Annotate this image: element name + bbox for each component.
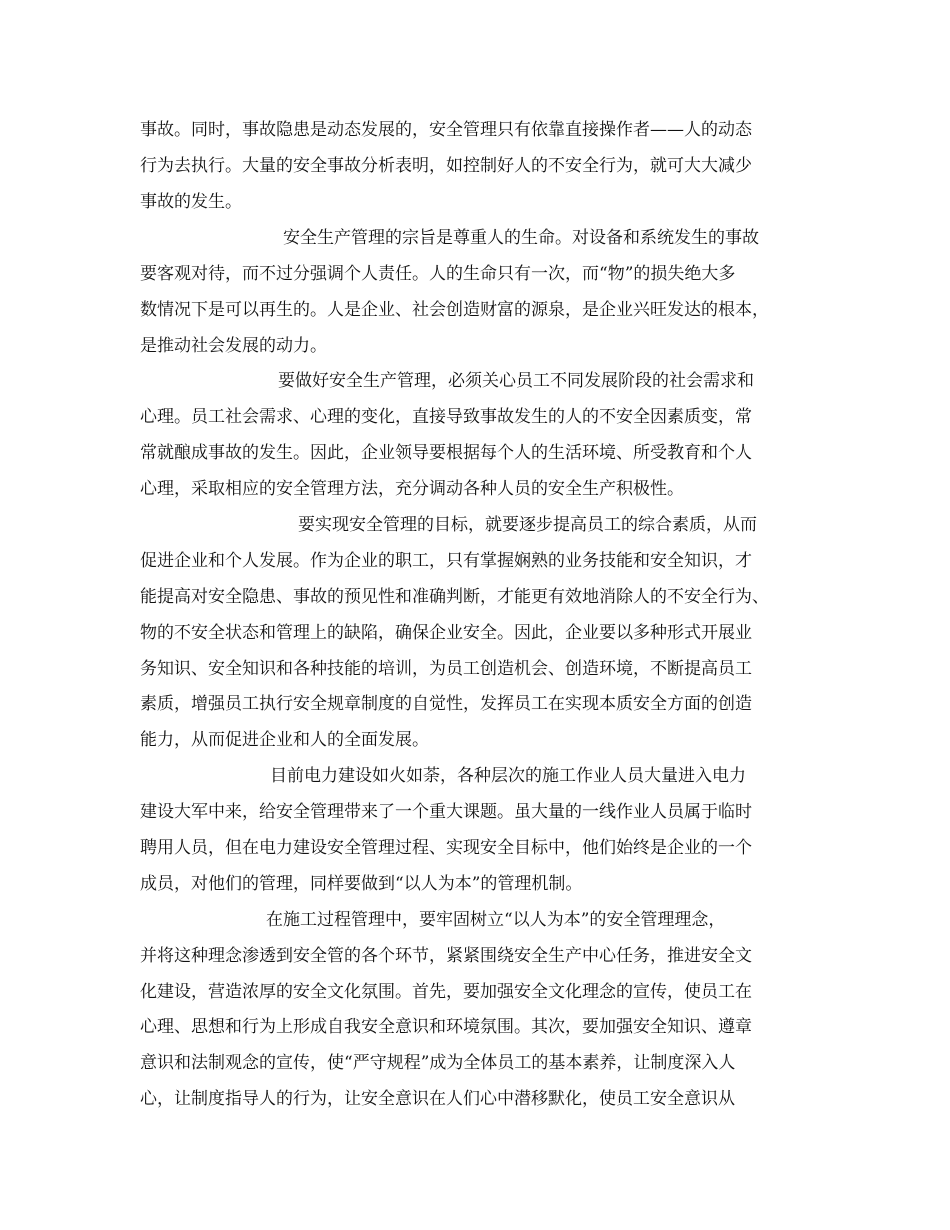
text-line: 心，让制度指导人的行为，让安全意识在人们心中潜移默化，使员工安全意识从	[140, 1089, 735, 1109]
text-line: 数情况下是可以再生的。人是企业、社会创造财富的源泉，是企业兴旺发达的根本，	[140, 300, 769, 320]
text-line: 要客观对待，而不过分强调个人责任。人的生命只有一次，而“物”的损失绝大多	[140, 264, 736, 284]
text-line: 心理，采取相应的安全管理方法，充分调动各种人员的安全生产积极性。	[140, 479, 684, 499]
text-line: 能力，从而促进企业和人的全面发展。	[140, 730, 429, 750]
text-line: 常就酿成事故的发生。因此，企业领导要根据每个人的生活环境、所受教育和个人	[140, 443, 752, 463]
text-line: 务知识、安全知识和各种技能的培训，为员工创造机会、创造环境，不断提高员工	[140, 659, 752, 679]
paragraph-first-line: 安全生产管理的宗旨是尊重人的生命。对设备和系统发生的事故	[283, 228, 759, 248]
text-line: 成员，对他们的管理，同样要做到“以人为本”的管理机制。	[140, 874, 583, 894]
text-line: 心理、思想和行为上形成自我安全意识和环境氛围。其次，要加强安全知识、遵章	[140, 1017, 752, 1037]
paragraph-first-line: 要实现安全管理的目标，就要逐步提高员工的综合素质，从而	[298, 515, 757, 535]
paragraph-first-line: 目前电力建设如火如荼，各种层次的施工作业人员大量进入电力	[270, 766, 746, 786]
text-line: 能提高对安全隐患、事故的预见性和准确判断，才能更有效地消除人的不安全行为、	[140, 587, 769, 607]
text-line: 建设大军中来，给安全管理带来了一个重大课题。虽大量的一线作业人员属于临时	[140, 802, 752, 822]
text-line: 促进企业和个人发展。作为企业的职工，只有掌握娴熟的业务技能和安全知识，才	[140, 551, 752, 571]
text-line: 并将这种理念渗透到安全管的各个环节，紧紧围绕安全生产中心任务，推进安全文	[140, 946, 752, 966]
text-line: 是推动社会发展的动力。	[140, 336, 327, 356]
text-line: 事故的发生。	[140, 192, 242, 212]
text-line: 意识和法制观念的宣传，使“严守规程”成为全体员工的基本素养，让制度深入人	[140, 1053, 736, 1073]
text-line: 事故。同时，事故隐患是动态发展的，安全管理只有依靠直接操作者——人的动态	[140, 120, 752, 140]
paragraph-first-line: 在施工过程管理中，要牢固树立“以人为本”的安全管理理念，	[266, 910, 726, 930]
text-line: 素质，增强员工执行安全规章制度的自觉性，发挥员工在实现本质安全方面的创造	[140, 694, 752, 714]
text-line: 聘用人员，但在电力建设安全管理过程、实现安全目标中，他们始终是企业的一个	[140, 838, 752, 858]
text-line: 心理。员工社会需求、心理的变化，直接导致事故发生的人的不安全因素质变，常	[140, 407, 752, 427]
text-line: 化建设，营造浓厚的安全文化氛围。首先，要加强安全文化理念的宣传，使员工在	[140, 982, 752, 1002]
text-line: 物的不安全状态和管理上的缺陷，确保企业安全。因此，企业要以多种形式开展业	[140, 623, 752, 643]
text-line: 行为去执行。大量的安全事故分析表明，如控制好人的不安全行为，就可大大减少	[140, 156, 752, 176]
paragraph-first-line: 要做好安全生产管理，必须关心员工不同发展阶段的社会需求和	[278, 371, 754, 391]
